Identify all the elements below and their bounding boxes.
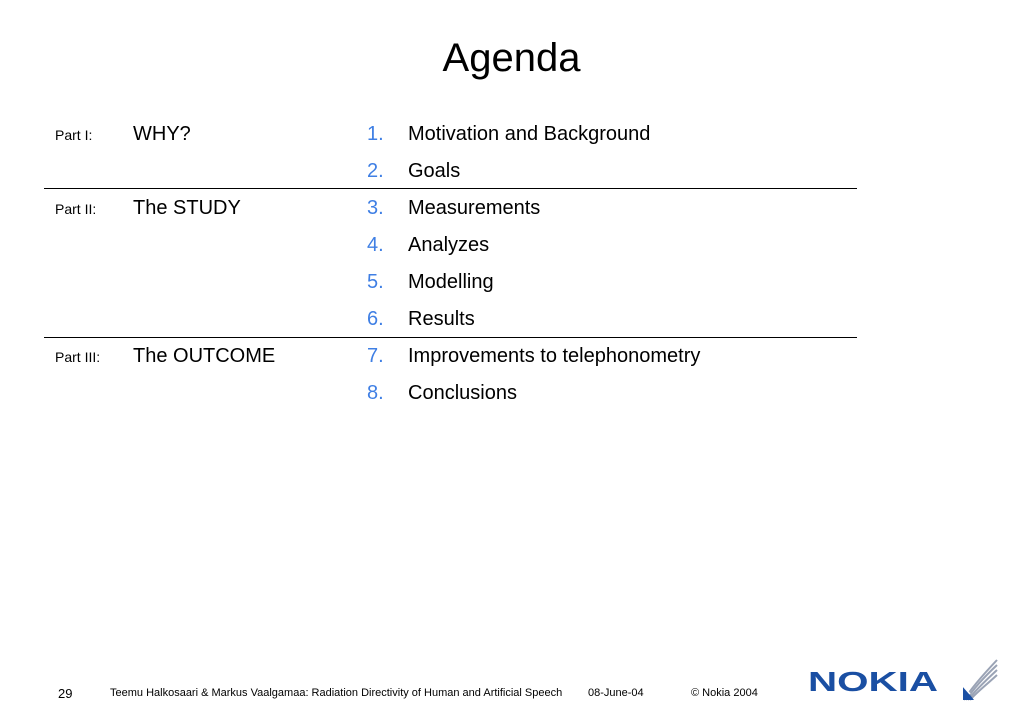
footer-credit: Teemu Halkosaari & Markus Vaalgamaa: Radiation Directivity of Human and Artificial Speech [110, 687, 563, 699]
item-number: 8. [367, 382, 384, 404]
item-number: 7. [367, 345, 384, 367]
item-label: Motivation and Background [408, 123, 651, 145]
agenda-row [0, 337, 1023, 374]
item-label: Improvements to telephonometry [408, 345, 701, 367]
page-number: 29 [58, 686, 73, 701]
agenda-row [0, 374, 1023, 411]
item-label: Analyzes [408, 234, 490, 256]
agenda-row [0, 115, 1023, 152]
nokia-swirl-icon [960, 656, 1000, 704]
item-number: 5. [367, 271, 384, 293]
item-label: Measurements [408, 197, 541, 219]
part-label: Part I: [55, 127, 93, 143]
agenda-row [0, 226, 1023, 263]
section-title: WHY? [133, 123, 191, 145]
item-number: 6. [367, 308, 384, 330]
section-title: The OUTCOME [133, 345, 276, 367]
logo-wordmark: NOKIA [808, 668, 938, 694]
section-title: The STUDY [133, 197, 241, 219]
item-label: Goals [408, 160, 461, 182]
agenda-table [0, 115, 1023, 415]
agenda-row [0, 263, 1023, 300]
agenda-row [0, 152, 1023, 189]
item-label: Modelling [408, 271, 494, 293]
agenda-row [0, 300, 1023, 337]
footer-copyright: © Nokia 2004 [691, 687, 758, 699]
nokia-logo [808, 668, 940, 694]
part-label: Part II: [55, 201, 97, 217]
footer-date: 08-June-04 [588, 687, 644, 699]
agenda-row [0, 189, 1023, 226]
item-number: 3. [367, 197, 384, 219]
item-label: Results [408, 308, 475, 330]
item-number: 2. [367, 160, 384, 182]
slide-title: Agenda [442, 36, 581, 80]
item-label: Conclusions [408, 382, 517, 404]
item-number: 4. [367, 234, 384, 256]
item-number: 1. [367, 123, 384, 145]
part-label: Part III: [55, 349, 101, 365]
